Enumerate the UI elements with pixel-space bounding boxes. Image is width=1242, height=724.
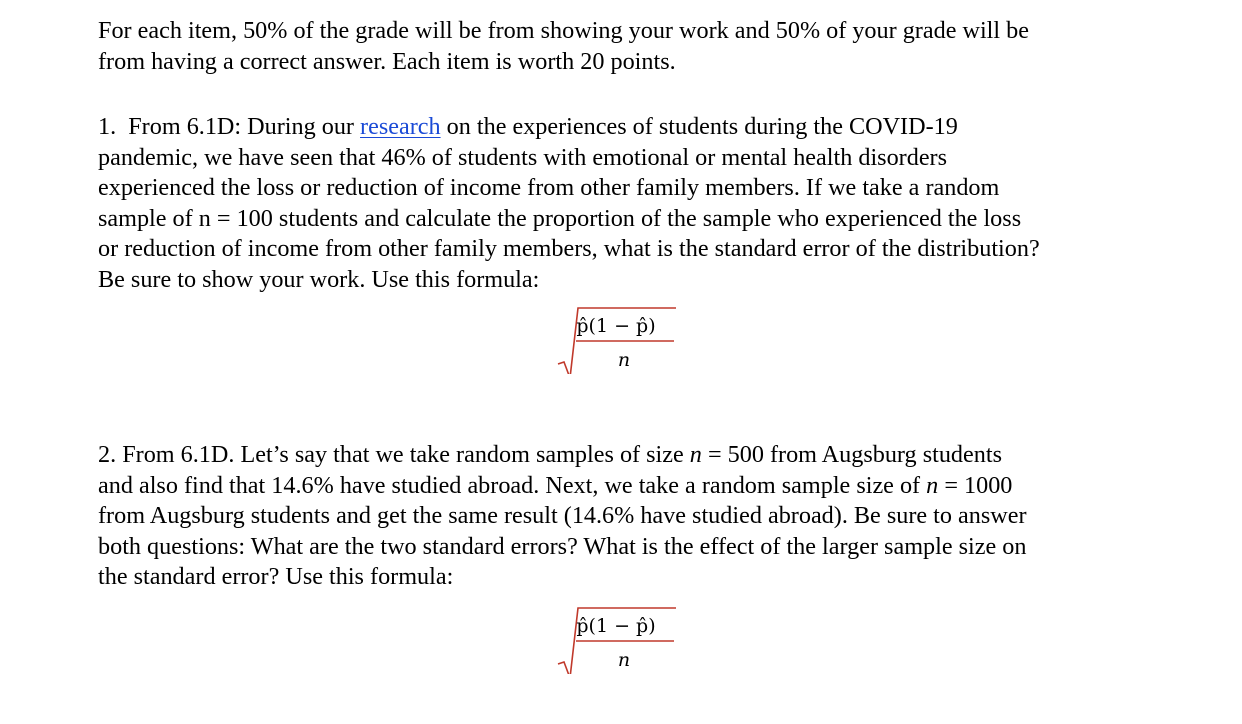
question-2-line-3: from Augsburg students and get the same result (14.6% have studied abroad). Be sure to answer <box>98 502 1027 529</box>
question-1-text-end: on the experiences of students during the COVID-19 <box>440 113 958 140</box>
sample-size-variable: n <box>926 471 939 499</box>
formula-numerator: p̂(1 − p̂) <box>576 315 656 337</box>
question-1-line-5: or reduction of income from other family members, what is the standard error of the distribution? <box>98 235 1040 262</box>
intro-paragraph <box>98 16 1029 77</box>
formula-denominator: n <box>617 649 631 671</box>
question-1-line-1 <box>98 112 1040 143</box>
question-1-text-start: 1. From 6.1D: During our <box>98 113 361 140</box>
research-link[interactable]: research <box>360 113 441 140</box>
question-1 <box>98 112 1040 295</box>
formula-denominator: n <box>617 349 631 371</box>
question-2-line-2 <box>98 471 1027 502</box>
question-2-line-2-end: = 1000 <box>938 471 1013 499</box>
standard-error-formula-2 <box>556 604 676 674</box>
question-2-line-5: the standard error? Use this formula: <box>98 563 454 590</box>
question-2-text-start: 2. From 6.1D. Let’s say that we take random samples of size <box>98 441 690 468</box>
question-1-line-2: pandemic, we have seen that 46% of students with emotional or mental health disorders <box>98 143 948 171</box>
intro-line-2: from having a correct answer. Each item is worth 20 points. <box>98 47 676 75</box>
question-2-line-1 <box>98 440 1027 471</box>
formula-graphic <box>556 604 676 674</box>
intro-line-1: For each item, 50% of the grade will be from showing your work and 50% of your grade will be <box>98 17 1029 44</box>
question-2 <box>98 440 1027 593</box>
question-1-line-3: experienced the loss or reduction of income from other family members. If we take a random <box>98 174 1000 201</box>
question-2-line-2-start: and also find that 14.6% have studied abroad. Next, we take a random sample size of <box>98 471 927 499</box>
question-1-line-6: Be sure to show your work. Use this formula: <box>98 265 540 293</box>
question-2-text-end: = 500 from Augsburg students <box>701 441 1002 468</box>
sample-size-variable: n <box>689 441 702 468</box>
question-1-line-4: sample of n = 100 students and calculate the proportion of the sample who experienced the loss <box>98 204 1022 232</box>
formula-graphic <box>556 304 676 374</box>
question-2-line-4: both questions: What are the two standard errors? What is the effect of the larger sample size on <box>98 532 1027 560</box>
standard-error-formula-1 <box>556 304 676 374</box>
formula-numerator: p̂(1 − p̂) <box>576 615 656 637</box>
